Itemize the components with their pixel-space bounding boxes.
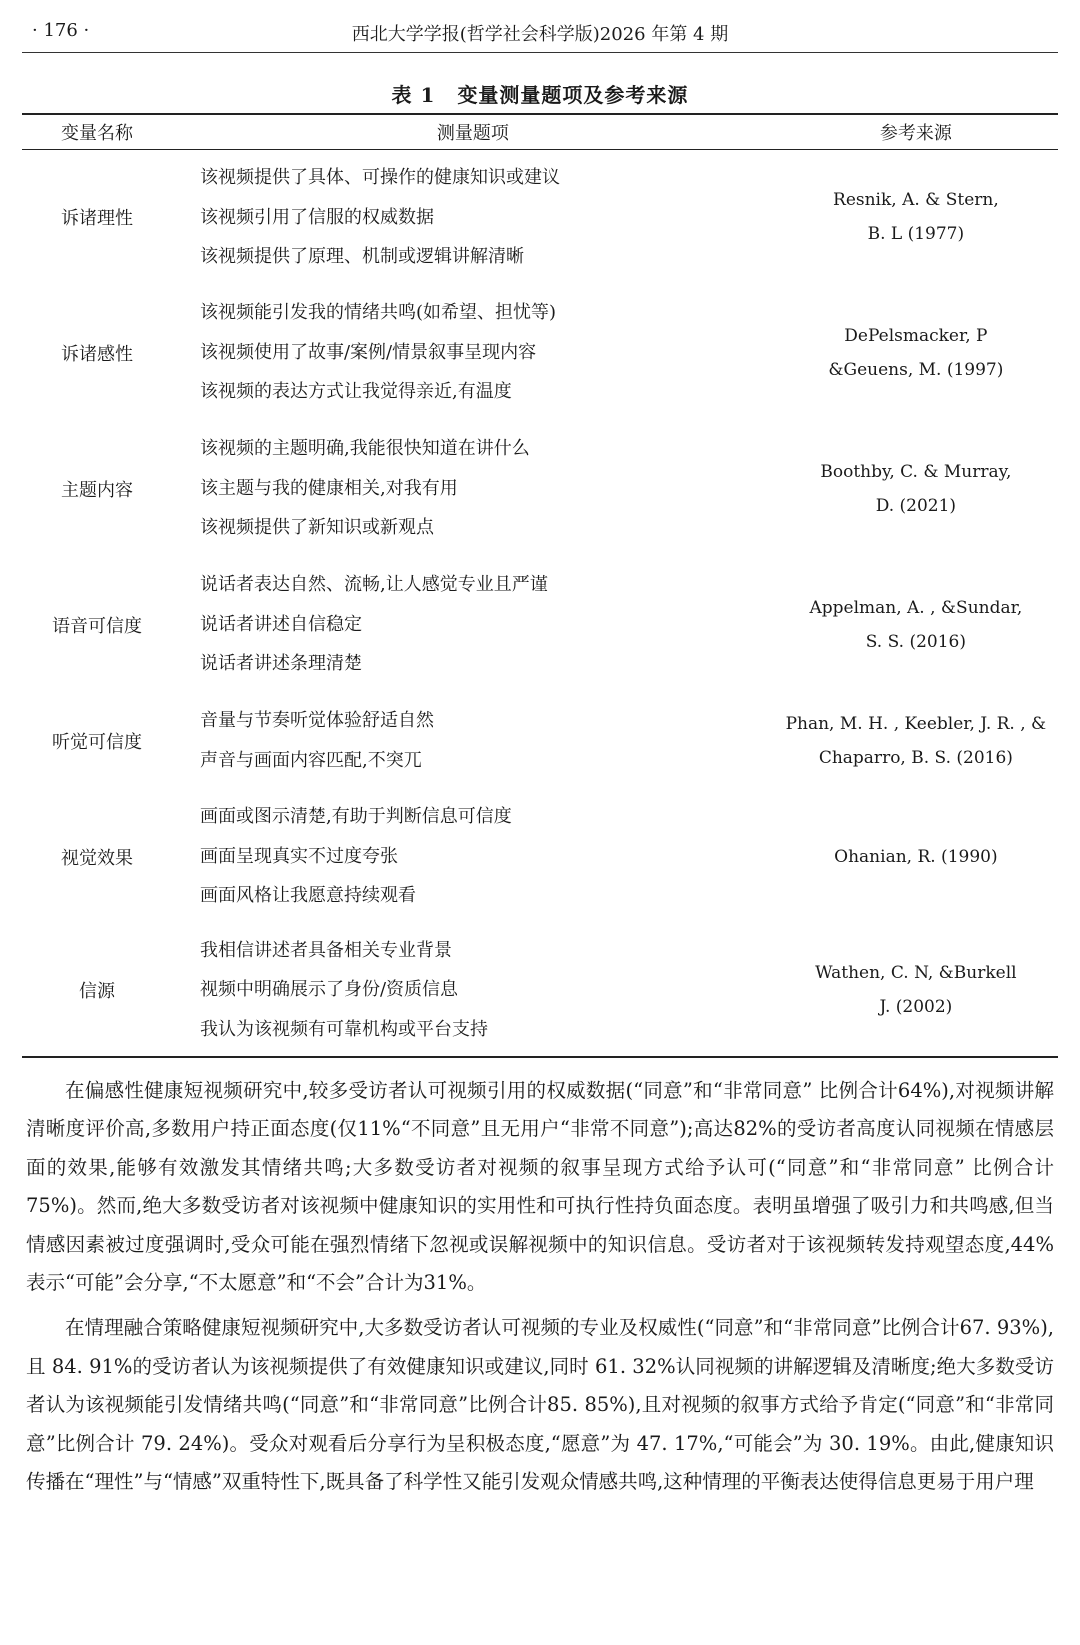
measurement-items <box>172 789 774 925</box>
journal-page <box>22 0 1058 1645</box>
measurement-item: 我认为该视频有可靠机构或平台支持 <box>199 1018 488 1040</box>
reference-line: Resnik, A. & Stern, <box>833 190 999 211</box>
reference-source <box>774 150 1058 285</box>
measurement-item: 该视频提供了具体、可操作的健康知识或建议 <box>199 167 560 188</box>
reference-line: B. L (1977) <box>867 224 965 245</box>
variable-name: 听觉可信度 <box>51 731 142 753</box>
header-variable-name: 变量名称 <box>22 114 172 150</box>
reference-source <box>774 693 1058 789</box>
table-header-row <box>22 114 1058 150</box>
measurement-item: 该视频提供了原理、机制或逻辑讲解清晰 <box>199 246 524 267</box>
running-head <box>22 0 1058 53</box>
table-row <box>22 693 1058 789</box>
table-caption <box>22 79 1058 113</box>
reference-line: Phan, M. H. , Keebler, J. R. , & <box>785 713 1047 734</box>
table-row <box>22 557 1058 693</box>
body-paragraph: 在偏感性健康短视频研究中,较多受访者认可视频引用的权威数据(“同意”和“非常同意” 比例合计64%),对视频讲解清晰度评价高,多数用户持正面态度(仅11%“不同意”且无用户“非常不同意”);高达82%的受访者高度认同视频在情感层面的效果,能够有效激发其情绪共鸣;大多数受访者对视频的叙事呈现方式给予认可(“同意”和“非常同意” 比例合计 75%)。然而,绝大多数受访者对该视频中健康知识的实用性和可执行性持负面态度。表明虽增强了吸引力和共鸣感,但当情感因素被过度强调时,受众可能在强烈情绪下忽视或误解视频中的知识信息。受访者对于该视频转发持观望态度,44%表示“可能”会分享,“不太愿意”和“不会”合计为31%。 <box>26 1078 1054 1295</box>
measurement-item: 画面风格让我愿意持续观看 <box>199 885 416 907</box>
reference-line: Ohanian, R. (1990) <box>834 846 998 867</box>
table-row <box>22 789 1058 925</box>
reference-line: Boothby, C. & Murray, <box>820 461 1012 482</box>
measurement-items <box>172 421 774 557</box>
table-row <box>22 925 1058 1057</box>
measurement-item: 该主题与我的健康相关,对我有用 <box>199 477 458 499</box>
variable-name: 诉诸感性 <box>60 343 133 365</box>
reference-source <box>774 925 1058 1057</box>
variable-name: 诉诸理性 <box>60 208 133 230</box>
body-paragraph: 在情理融合策略健康短视频研究中,大多数受访者认可视频的专业及权威性(“同意”和“非常同意”比例合计67. 93%),且 84. 91%的受访者认为该视频提供了有效健康知识或建议,同时 61. 32%认同视频的讲解逻辑及清晰度;绝大多数受访者认为该视频能引发情绪共鸣(“同意”和“非常同意”比例合计85. 85%),且对视频的叙事方式给予肯定(“同意”和“非常同意”比例合计 79. 24%)。受众对观看后分享行为呈积极态度,“愿意”为 47. 17%,“可能会”为 30. 19%。由此,健康知识传播在“理性”与“情感”双重特性下,既具备了科学性又能引发观众情感共鸣,这种情理的平衡表达使得信息更易于用户理 <box>26 1316 1054 1494</box>
reference-line: Appelman, A. , &Sundar, <box>809 597 1023 618</box>
reference-line: Wathen, C. N, &Burkell <box>815 963 1017 983</box>
measurement-item: 说话者讲述自信稳定 <box>199 613 362 635</box>
measurement-item: 该视频能引发我的情绪共鸣(如希望、担忧等) <box>199 302 557 324</box>
measurement-item: 画面呈现真实不过度夸张 <box>199 845 398 867</box>
reference-line: S. S. (2016) <box>865 631 966 652</box>
header-reference-source: 参考来源 <box>774 114 1058 150</box>
reference-source <box>774 285 1058 421</box>
variable-name: 视觉效果 <box>60 847 133 869</box>
reference-source <box>774 421 1058 557</box>
reference-line: DePelsmacker, P <box>844 325 988 346</box>
measurement-item: 该视频使用了故事/案例/情景叙事呈现内容 <box>199 341 537 363</box>
measurement-item: 说话者讲述条理清楚 <box>199 653 362 675</box>
page-number: · 176 · <box>32 20 90 41</box>
variable-name: 信源 <box>22 925 172 1057</box>
measurement-items <box>172 693 774 789</box>
journal-title: 西北大学学报(哲学社会科学版)2026 年第 4 期 <box>351 24 729 45</box>
measurement-item: 该视频引用了信服的权威数据 <box>199 206 434 228</box>
table-row <box>22 285 1058 421</box>
measurement-items <box>172 285 774 421</box>
reference-line: D. (2021) <box>875 495 957 516</box>
reference-line: &Geuens, M. (1997) <box>828 359 1004 380</box>
variable-name: 语音可信度 <box>51 615 142 637</box>
measurement-items <box>172 150 774 285</box>
measurement-item: 该视频的表达方式让我觉得亲近,有温度 <box>199 381 512 403</box>
measurement-item: 音量与节奏听觉体验舒适自然 <box>199 710 434 731</box>
measurement-item: 我相信讲述者具备相关专业背景 <box>199 939 452 961</box>
measurement-item: 视频中明确展示了身份/资质信息 <box>199 979 459 1001</box>
table-row <box>22 150 1058 285</box>
measurement-item: 该视频提供了新知识或新观点 <box>199 517 434 539</box>
measurement-items <box>172 557 774 693</box>
measurement-item: 画面或图示清楚,有助于判断信息可信度 <box>199 806 512 828</box>
variable-name: 主题内容 <box>60 479 133 501</box>
measurement-items <box>172 925 774 1057</box>
measurement-item: 说话者表达自然、流畅,让人感觉专业且严谨 <box>199 574 548 596</box>
table-number: 表 1 <box>391 83 436 107</box>
reference-source <box>774 789 1058 925</box>
header-measurement-items: 测量题项 <box>172 114 774 150</box>
table-title: 变量测量题项及参考来源 <box>457 83 689 107</box>
measurement-item: 该视频的主题明确,我能很快知道在讲什么 <box>199 438 530 460</box>
table-row <box>22 421 1058 557</box>
reference-line: J. (2002) <box>879 997 953 1017</box>
reference-line: Chaparro, B. S. (2016) <box>818 747 1013 768</box>
measurement-item: 声音与画面内容匹配,不突兀 <box>199 749 422 771</box>
variable-table <box>22 113 1058 1058</box>
reference-source <box>774 557 1058 693</box>
